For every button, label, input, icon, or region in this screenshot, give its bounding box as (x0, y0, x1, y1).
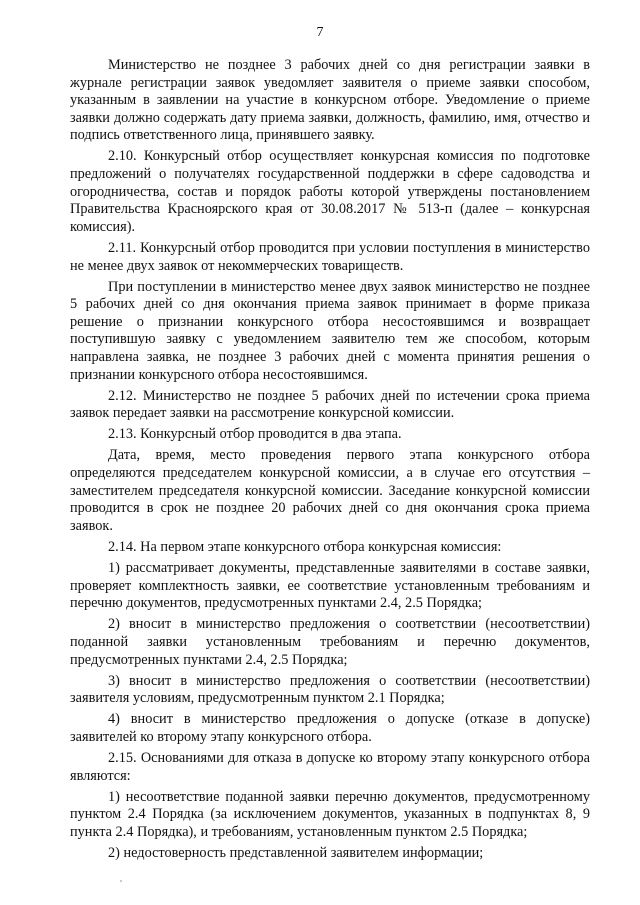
list-item-2-15-1: 1) несоответствие поданной заявки перечню документов, предусмотренному пунктом 2.4 Порядка (за исключением документов, указанных в подпунктах 8, 9 пункта 2.4 Порядка), и требованиям, установленным пунктом 2.5 Порядка; (70, 788, 590, 840)
document-body (70, 57, 590, 866)
page-number: 7 (316, 25, 324, 40)
list-item-2-14-4: 4) вносит в министерство предложения о допуске (отказе в допуске) заявителей ко второму этапу конкурсного отбора. (70, 711, 590, 745)
list-item-2-14-3: 3) вносит в министерство предложения о соответствии (несоответствии) заявителя условиям, предусмотренным пунктом 2.1 Порядка; (70, 672, 590, 707)
paragraph-notification: Министерство не позднее 3 рабочих дней со дня регистрации заявки в журнале регистрации заявок уведомляет заявителя о приеме заявки способом, указанным в заявлении на участие в конкурсном отборе. Уведомление о приеме заявки должно содержать дату приема заявки, должность, фамилию, имя, отчество и подпись ответственного лица, принявшего заявку. (70, 57, 590, 144)
list-item-2-15-2: 2) недостоверность представленной заявителем информации; (108, 844, 484, 861)
paragraph-2-10: 2.10. Конкурсный отбор осуществляет конкурсная комиссия по подготовке предложений о получателях государственной поддержки в сфере садоводства и огородничества, состав и порядок работы которой утверждены постановлением Правительства Красноярского края от 30.08.2017 № 513-п (далее – конкурсная комиссия). (70, 148, 590, 235)
paragraph-2-13: 2.13. Конкурсный отбор проводится в два этапа. (108, 426, 402, 443)
paragraph-2-15: 2.15. Основаниями для отказа в допуске ко второму этапу конкурсного отбора являются: (70, 749, 590, 784)
paragraph-insufficient-applications: При поступлении в министерство менее двух заявок министерство не позднее 5 рабочих дней со дня окончания приема заявок принимает в форме приказа решение о признании конкурсного отбора несостоявшимся и возвращает поступившую заявку с уведомлением заявителю тем же способом, которым направлена заявка, не позднее 3 рабочих дней с момента принятия решения о признании конкурсного отбора несостоявшимся. (70, 278, 590, 383)
paragraph-first-stage-date: Дата, время, место проведения первого этапа конкурсного отбора определяются председателем конкурсной комиссии, а в случае его отсутствия – заместителем председателя конкурсной комиссии. Заседание конкурсной комиссии проводится в срок не позднее 20 рабочих дней со дня окончания срока приема заявок. (70, 447, 590, 534)
paragraph-2-11: 2.11. Конкурсный отбор проводится при условии поступления в министерство не менее двух заявок от некоммерческих товариществ. (70, 239, 590, 274)
list-item-2-14-1: 1) рассматривает документы, представленные заявителями в составе заявки, проверяет комплектность заявки, ее соответствие установленным требованиям и перечню документов, предусмотренных пунктами 2.4, 2.5 Порядка; (70, 560, 590, 612)
list-item-2-14-2: 2) вносит в министерство предложения о соответствии (несоответствии) поданной заявки установленным требованиям и перечню документов, предусмотренных пунктами 2.4, 2.5 Порядка; (70, 616, 590, 668)
scan-speck (120, 880, 122, 882)
paragraph-2-14: 2.14. На первом этапе конкурсного отбора конкурсная комиссия: (108, 538, 502, 555)
paragraph-2-12: 2.12. Министерство не позднее 5 рабочих дней по истечении срока приема заявок передает заявки на рассмотрение конкурсной комиссии. (70, 387, 590, 422)
